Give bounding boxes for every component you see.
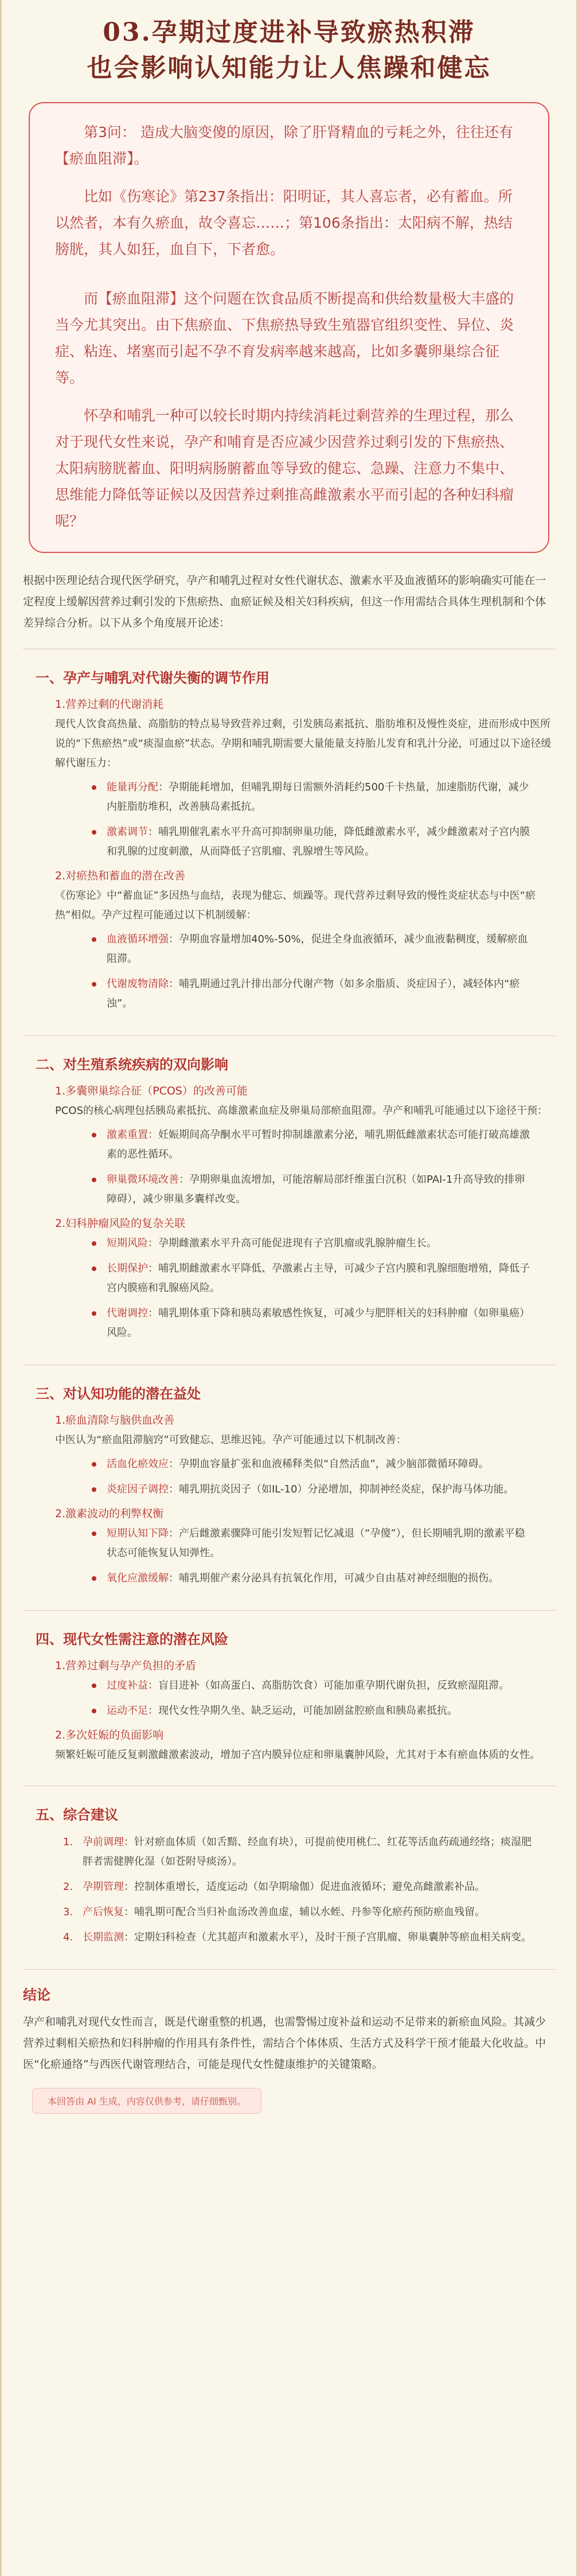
list-item-term: 产后恢复 bbox=[83, 1906, 124, 1918]
conclusion-text: 孕产和哺乳对现代女性而言，既是代谢重整的机遇，也需警惕过度补益和运动不足带来的新瘀血风险。其减少营养过剩相关瘀热和妇科肿瘤的作用具有条件性，需结合个体体质、生活方式及科学干预才能最大化收益。中医“化瘀通络”与西医代谢管理结合，可能是现代女性健康维护的关键策略。 bbox=[23, 2016, 546, 2071]
list-item bbox=[92, 1480, 555, 1499]
subsection-description: 中医认为“瘀血阻滞脑窍”可致健忘、思维迟钝。孕产可能通过以下机制改善： bbox=[55, 1434, 407, 1446]
list-item bbox=[92, 1234, 555, 1253]
list-item bbox=[92, 1701, 555, 1721]
list-item-term: 活血化瘀效应 bbox=[107, 1458, 169, 1470]
list-item bbox=[92, 1170, 555, 1209]
list-item-term: 代谢调控 bbox=[107, 1307, 148, 1319]
list-item-term: 炎症因子调控 bbox=[107, 1483, 169, 1495]
list-item-term: 短期风险 bbox=[107, 1237, 148, 1249]
list-item-text: ：盲目进补（如高蛋白、高脂肪饮食）可能加重孕期代谢负担，反致瘀湿阻滞。 bbox=[148, 1679, 509, 1692]
subsection-heading: 2.妇科肿瘤风险的复杂关联 bbox=[55, 1217, 186, 1230]
list-item-term: 运动不足 bbox=[107, 1705, 148, 1717]
list-item-text: ：哺乳期雌激素水平降低、孕激素占主导，可减少子宫内膜和乳腺细胞增殖，降低子宫内膜癌和乳腺癌风险。 bbox=[107, 1262, 530, 1294]
list-item-term: 孕期管理 bbox=[83, 1881, 124, 1893]
subsection-description: 现代人饮食高热量、高脂肪的特点易导致营养过剩，引发胰岛素抵抗、脂肪堆积及慢性炎症，进而形成中医所说的“下焦瘀热”或“痰湿血瘀”状态。孕期和哺乳期需要大量能量支持胎儿发育和乳汁分泌，可通过以下途径缓解代谢压力： bbox=[55, 718, 552, 769]
list-item-text: ：定期妇科检查（尤其超声和激素水平），及时干预子宫肌瘤、卵巢囊肿等瘀血相关病变。 bbox=[124, 1931, 532, 1943]
list-item bbox=[92, 1455, 555, 1474]
subsection-heading: 2.激素波动的利弊权衡 bbox=[55, 1507, 164, 1520]
list-item-text: ：控制体重增长，适度运动（如孕期瑜伽）促进血液循环；避免高雌激素补品。 bbox=[124, 1881, 485, 1893]
list-item bbox=[92, 975, 555, 1014]
list-item-text: ：哺乳期催产素分泌具有抗氧化作用，可减少自由基对神经细胞的损伤。 bbox=[169, 1572, 499, 1584]
list-item-text: ：针对瘀血体质（如舌黯、经血有块），可提前使用桃仁、红花等活血药疏通经络；痰湿肥胖者需健脾化湿（如苍附导痰汤）。 bbox=[83, 1836, 532, 1868]
advice-list bbox=[40, 1833, 555, 1947]
list-item bbox=[63, 1877, 555, 1897]
list-item-term: 能量再分配 bbox=[107, 781, 158, 793]
list-item-text: ：哺乳期可配合当归补血汤改善血虚，辅以水蛭、丹参等化瘀药预防瘀血残留。 bbox=[124, 1906, 485, 1918]
ai-disclaimer-badge: 本回答由 AI 生成，内容仅供参考，请仔细甄别。 bbox=[32, 2088, 261, 2114]
list-item bbox=[92, 1304, 555, 1343]
subsection-description: PCOS的核心病理包括胰岛素抵抗、高雄激素血症及卵巢局部瘀血阻滞。孕产和哺乳可能通过以下途径干预： bbox=[55, 1105, 548, 1117]
subsection-heading: 1.瘀血清除与脑供血改善 bbox=[55, 1414, 175, 1427]
list-item bbox=[92, 1676, 555, 1696]
subsection-heading: 2.对瘀热和蓄血的潜在改善 bbox=[55, 870, 186, 882]
list-item-term: 长期监测 bbox=[83, 1931, 124, 1943]
quote-paragraph: 比如《伤寒论》第237条指出：阳明证，其人喜忘者，必有蓄血。所以然者，本有久瘀血，故令喜忘……；第106条指出：太阳病不解，热结膀胱，其人如狂，血自下，下者愈。 bbox=[55, 188, 513, 258]
section-heading: 一、孕产与哺乳对代谢失衡的调节作用 bbox=[36, 670, 270, 686]
list-item-text: ：孕期能耗增加，但哺乳期每日需额外消耗约500千卡热量，加速脂肪代谢，减少内脏脂肪堆积，改善胰岛素抵抗。 bbox=[107, 781, 529, 813]
list-item-term: 氧化应激缓解 bbox=[107, 1572, 169, 1584]
list-item-text: ：孕期卵巢血流增加，可能溶解局部纤维蛋白沉积（如PAI-1升高导致的排卵障碍），减少卵巢多囊样改变。 bbox=[107, 1174, 525, 1205]
list-item-text: ：哺乳期抗炎因子（如IL-10）分泌增加，抑制神经炎症，保护海马体功能。 bbox=[169, 1483, 514, 1495]
list-item bbox=[92, 1259, 555, 1298]
list-item bbox=[63, 1903, 555, 1922]
list-item-number: 4. bbox=[63, 1931, 73, 1943]
subsection bbox=[55, 1215, 555, 1343]
list-item-text: ：妊娠期间高孕酮水平可暂时抑制雄激素分泌，哺乳期低雌激素状态可能打破高雄激素的恶性循环。 bbox=[107, 1129, 530, 1160]
list-item-term: 血液循环增强 bbox=[107, 933, 169, 945]
list-item bbox=[92, 930, 555, 969]
quote-paragraph: 怀孕和哺乳一种可以较长时期内持续消耗过剩营养的生理过程，那么对于现代女性来说，孕产和哺育是否应减少因营养过剩引发的下焦瘀热、太阳病膀胱蓄血、阳明病肠腑蓄血等导致的健忘、急躁、注意力不集中、思维能力降低等证候以及因营养过剩推高雌激素水平而引起的各种妇科瘤呢？ bbox=[55, 407, 514, 529]
list-item-term: 过度补益 bbox=[107, 1679, 148, 1692]
list-item-text: ：哺乳期催乳素水平升高可抑制卵巢功能，降低雌激素水平，减少雌激素对子宫内膜和乳腺的过度刺激，从而降低子宫肌瘤、乳腺增生等风险。 bbox=[107, 826, 530, 858]
quote-paragraph: 而【瘀血阻滞】这个问题在饮食品质不断提高和供给数量极大丰盛的当今尤其突出。由下焦瘀血、下焦瘀热导致生殖器官组织变性、异位、炎症、粘连、堵塞而引起不孕不育发病率越来越高，比如多囊卵巢综合征等。 bbox=[55, 290, 514, 386]
list-item bbox=[92, 1125, 555, 1164]
intro-text: 根据中医理论结合现代医学研究，孕产和哺乳过程对女性代谢状态、激素水平及血液循环的影响确实可能在一定程度上缓解因营养过剩引发的下焦瘀热、血瘀证候及相关妇科疾病，但这一作用需结合具体生理机制和个体差异综合分析。以下从多个角度展开论述： bbox=[23, 570, 555, 649]
list-item-term: 孕前调理 bbox=[83, 1836, 124, 1848]
conclusion-heading: 结论 bbox=[23, 1987, 50, 2003]
quote-paragraph: 第3问： 造成大脑变傻的原因，除了肝肾精血的亏耗之外，往往还有【瘀血阻滞】。 bbox=[55, 124, 513, 167]
list-item-text: ：孕期血容量扩张和血液稀释类似“自然活血”，减少脑部微循环障碍。 bbox=[169, 1458, 489, 1470]
section-heading: 二、对生殖系统疾病的双向影响 bbox=[36, 1057, 228, 1073]
list-item-text: ：哺乳期体重下降和胰岛素敏感性恢复，可减少与肥胖相关的妇科肿瘤（如卵巢癌）风险。 bbox=[107, 1307, 530, 1339]
list-item-term: 卵巢微环境改善 bbox=[107, 1174, 179, 1186]
bullet-list bbox=[55, 1234, 555, 1343]
section-heading: 五、综合建议 bbox=[36, 1807, 118, 1823]
subsection-heading: 1.多囊卵巢综合征（PCOS）的改善可能 bbox=[55, 1085, 248, 1097]
bullet-list bbox=[55, 1524, 555, 1588]
list-item bbox=[92, 1524, 555, 1563]
section-heading: 四、现代女性需注意的潜在风险 bbox=[36, 1631, 228, 1647]
list-item bbox=[92, 823, 555, 862]
list-item-term: 短期认知下降 bbox=[107, 1527, 169, 1540]
list-item bbox=[92, 1569, 555, 1588]
subsection-heading: 2.多次妊娠的负面影响 bbox=[55, 1729, 164, 1741]
list-item-number: 1. bbox=[63, 1836, 73, 1848]
list-item-term: 激素重置 bbox=[107, 1129, 148, 1141]
list-item-number: 2. bbox=[63, 1881, 73, 1893]
list-item-text: ：现代女性孕期久坐、缺乏运动，可能加剧盆腔瘀血和胰岛素抵抗。 bbox=[148, 1705, 458, 1717]
page-title-line-2: 也会影响认知能力让人焦躁和健忘 bbox=[87, 53, 491, 83]
section-heading: 三、对认知功能的潜在益处 bbox=[36, 1386, 201, 1402]
list-item bbox=[63, 1928, 555, 1947]
subsection-description: 《伤寒论》中“蓄血证”多因热与血结，表现为健忘、烦躁等。现代营养过剩导致的慢性炎症状态与中医“瘀热”相似。孕产过程可能通过以下机制缓解： bbox=[55, 890, 536, 921]
list-item-text: ：孕期雌激素水平升高可能促进现有子宫肌瘤或乳腺肿瘤生长。 bbox=[148, 1237, 437, 1249]
list-item-text: ：哺乳期通过乳汁排出部分代谢产物（如多余脂质、炎症因子），减轻体内“瘀浊”。 bbox=[107, 978, 520, 1010]
page-title-line-1: 03.孕期过度进补导致瘀热积滞 bbox=[103, 18, 475, 47]
subsection-description: 频繁妊娠可能反复刺激雌激素波动，增加子宫内膜异位症和卵巢囊肿风险，尤其对于本有瘀血体质的女性。 bbox=[55, 1749, 540, 1761]
list-item-text: ：孕期血容量增加40%-50%，促进全身血液循环，减少血液黏稠度，缓解瘀血阻滞。 bbox=[107, 933, 528, 965]
list-item bbox=[92, 778, 555, 817]
subsection-heading: 1.营养过剩的代谢消耗 bbox=[55, 698, 164, 711]
subsection-heading: 1.营养过剩与孕产负担的矛盾 bbox=[55, 1659, 197, 1672]
list-item-number: 3. bbox=[63, 1906, 73, 1918]
list-item-text: ：产后雌激素骤降可能引发短暂记忆减退（“孕傻”），但长期哺乳期的激素平稳状态可能恢复认知弹性。 bbox=[107, 1527, 525, 1559]
list-item bbox=[63, 1833, 555, 1872]
list-item-term: 代谢废物清除 bbox=[107, 978, 169, 990]
list-item-term: 激素调节 bbox=[107, 826, 148, 838]
list-item-term: 长期保护 bbox=[107, 1262, 148, 1275]
